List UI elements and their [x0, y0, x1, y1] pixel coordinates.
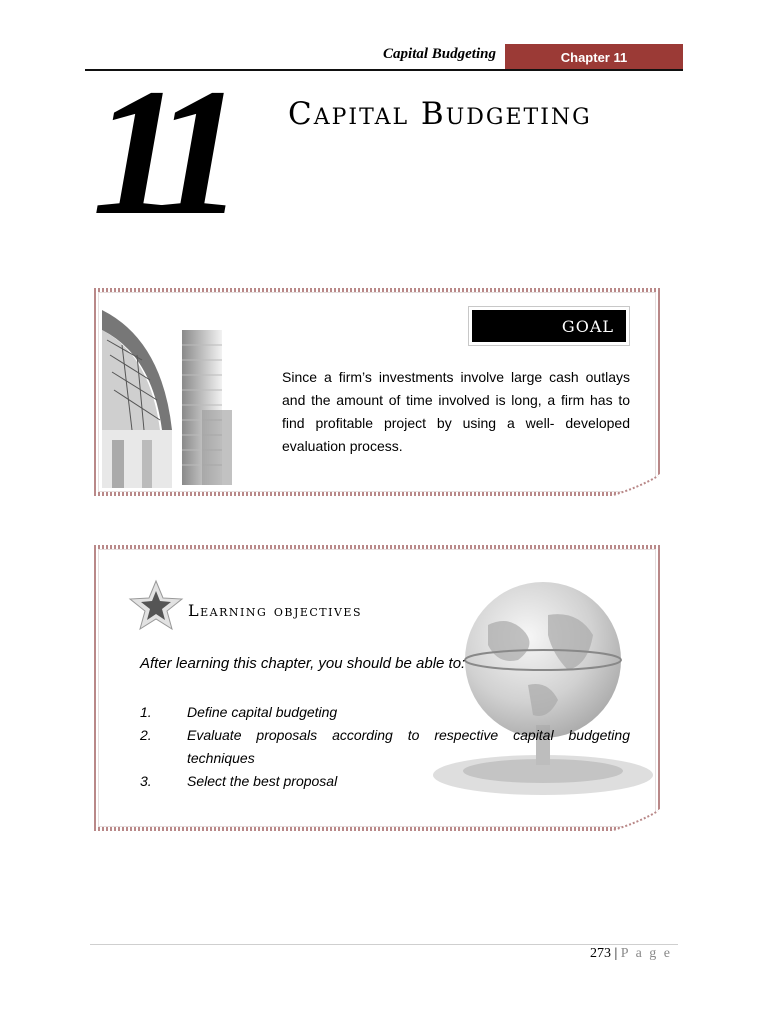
footer-rule — [90, 944, 678, 945]
list-item — [140, 724, 630, 770]
list-item-text: Select the best proposal — [187, 773, 338, 789]
running-title: Capital Budgeting — [383, 46, 496, 62]
list-item-number: 1. — [140, 704, 152, 720]
list-item — [140, 770, 630, 793]
page-curl-corner — [610, 474, 660, 496]
page-curl-corner — [610, 809, 660, 831]
list-item-text: Define capital budgeting — [187, 704, 338, 720]
objectives-list — [140, 701, 630, 793]
page-word: P a g e — [620, 946, 672, 961]
building-illustration — [102, 300, 252, 488]
goal-text: Since a firm’s investments involve large cash outlays and the amount of time involved is long, a firm has to find profitable project by using a well- developed evaluation process. — [282, 369, 630, 454]
footer-separator: | — [614, 946, 618, 961]
chapter-tab: Chapter 11 — [505, 44, 683, 70]
chapter-number: 11 — [92, 52, 224, 253]
goal-label: GOAL — [472, 310, 626, 342]
star-icon — [128, 579, 184, 631]
list-item — [140, 701, 630, 724]
list-item-text: Evaluate proposals according to respective capital budgeting techniques — [187, 727, 630, 766]
page-number: 273 — [589, 946, 611, 961]
page-footer — [590, 946, 672, 962]
objectives-intro: After learning this chapter, you should be able to: — [140, 655, 466, 672]
chapter-title: Capital Budgeting — [288, 96, 592, 132]
list-item-number: 2. — [140, 727, 152, 743]
objectives-title: Learning objectives — [188, 601, 362, 620]
list-item-number: 3. — [140, 773, 152, 789]
objectives-box — [94, 545, 660, 831]
goal-box — [94, 288, 660, 496]
